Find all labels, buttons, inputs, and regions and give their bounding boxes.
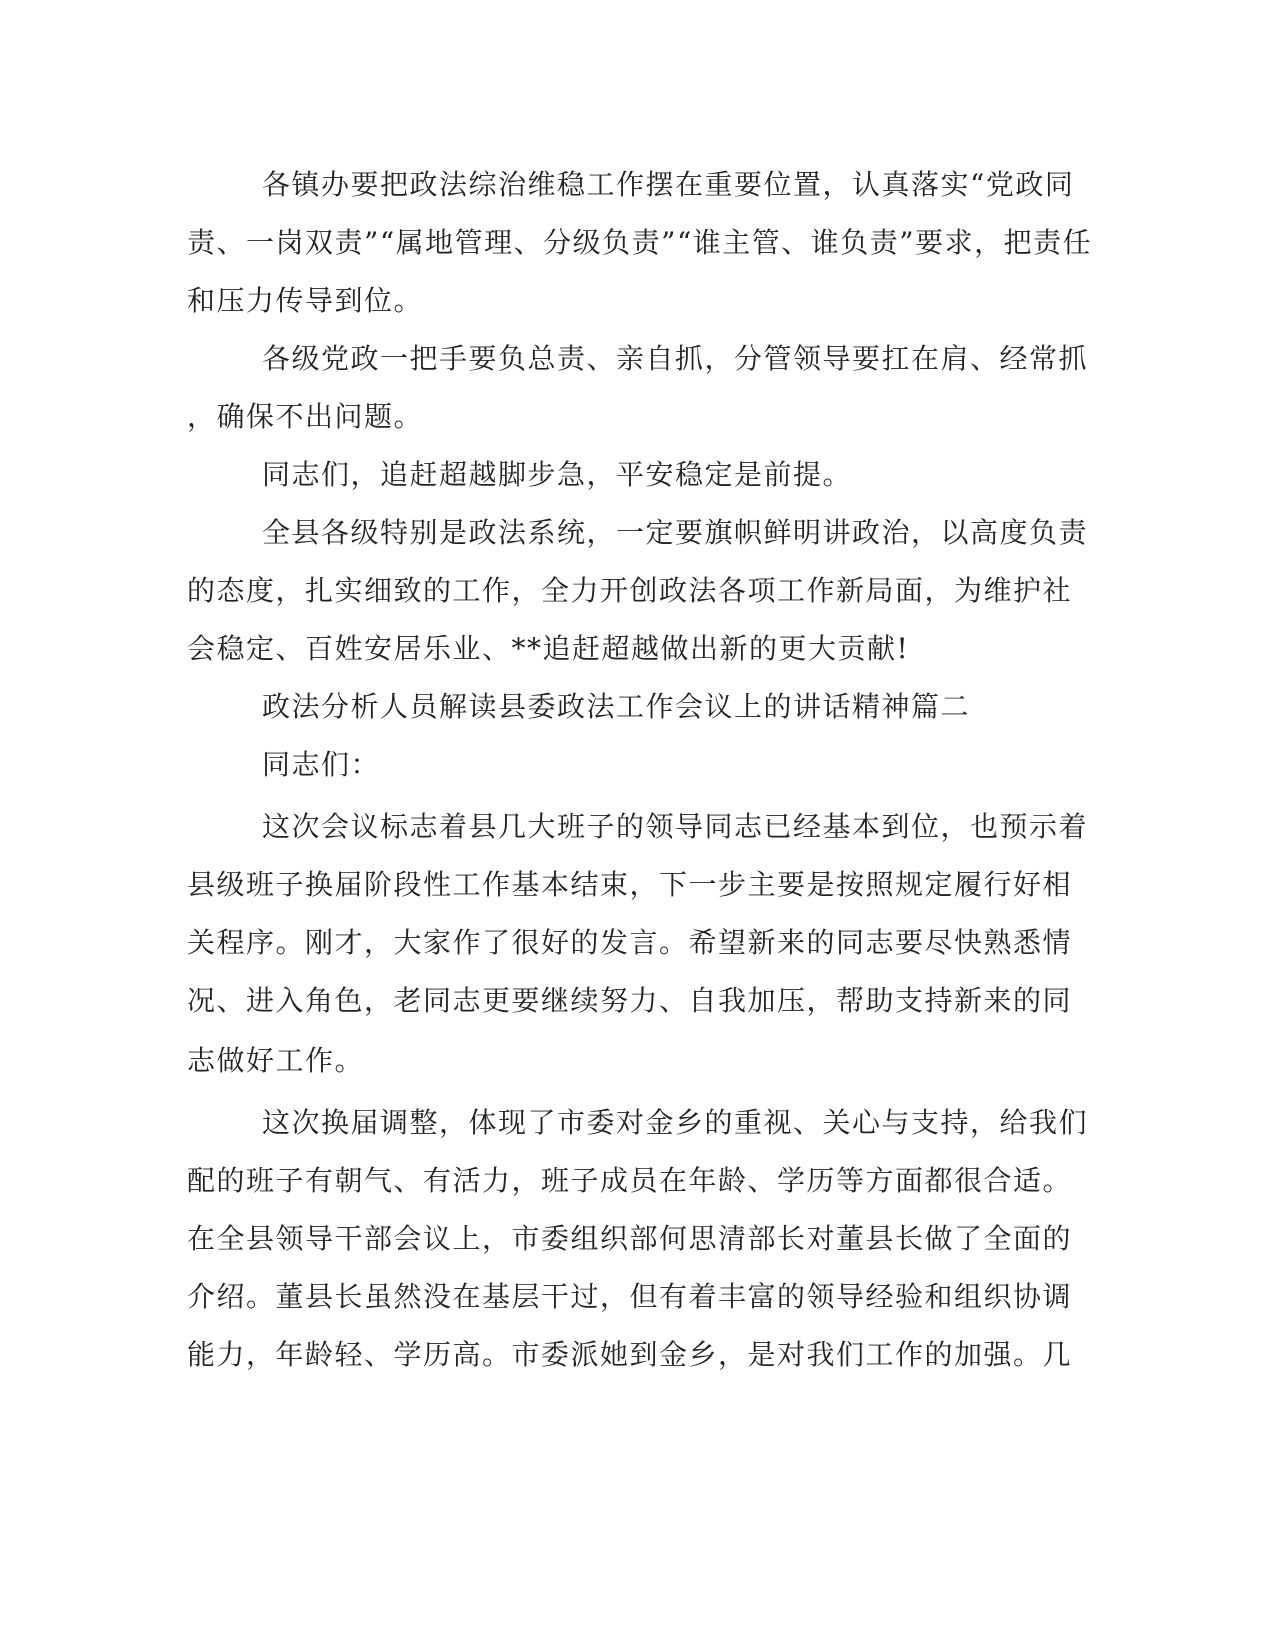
paragraph-line: 全县各级特别是政法系统，一定要旗帜鲜明讲政治，以高度负责 [262, 516, 1089, 549]
paragraph-line: 和压力传导到位。 [187, 284, 424, 317]
section-heading: 政法分析人员解读县委政法工作会议上的讲话精神篇二 [262, 690, 971, 723]
paragraph-line: 能力，年龄轻、学历高。市委派她到金乡，是对我们工作的加强。几 [187, 1338, 1073, 1371]
paragraph-line: 责、一岗双责”“属地管理、分级负责”“谁主管、谁负责”要求，把责任 [187, 226, 1093, 259]
paragraph-line: 各级党政一把手要负总责、亲自抓，分管领导要扛在肩、经常抓 [262, 342, 1089, 375]
paragraph-line: 这次换届调整，体现了市委对金乡的重视、关心与支持，给我们 [262, 1106, 1089, 1139]
paragraph-line: 的态度，扎实细致的工作，全力开创政法各项工作新局面，为维护社 [187, 574, 1073, 607]
paragraph-line: ，确保不出问题。 [187, 400, 424, 433]
paragraph-line: 这次会议标志着县几大班子的领导同志已经基本到位，也预示着 [262, 810, 1089, 843]
paragraph-line: 志做好工作。 [187, 1044, 365, 1077]
paragraph-line: 配的班子有朝气、有活力，班子成员在年龄、学历等方面都很合适。 [187, 1164, 1073, 1197]
paragraph-line: 介绍。董县长虽然没在基层干过，但有着丰富的领导经验和组织协调 [187, 1280, 1073, 1313]
paragraph-line: 况、进入角色，老同志更要继续努力、自我加压，帮助支持新来的同 [187, 984, 1073, 1017]
paragraph-line: 在全县领导干部会议上，市委组织部何思清部长对董县长做了全面的 [187, 1222, 1073, 1255]
paragraph-line: 会稳定、百姓安居乐业、**追赶超越做出新的更大贡献! [187, 632, 910, 665]
paragraph-line: 县级班子换届阶段性工作基本结束，下一步主要是按照规定履行好相 [187, 868, 1073, 901]
paragraph-line: 同志们，追赶超越脚步急，平安稳定是前提。 [262, 458, 853, 491]
paragraph-line: 关程序。刚才，大家作了很好的发言。希望新来的同志要尽快熟悉情 [187, 926, 1073, 959]
paragraph-line: 各镇办要把政法综治维稳工作摆在重要位置，认真落实“党政同 [262, 168, 1075, 201]
salutation: 同志们： [262, 748, 381, 781]
